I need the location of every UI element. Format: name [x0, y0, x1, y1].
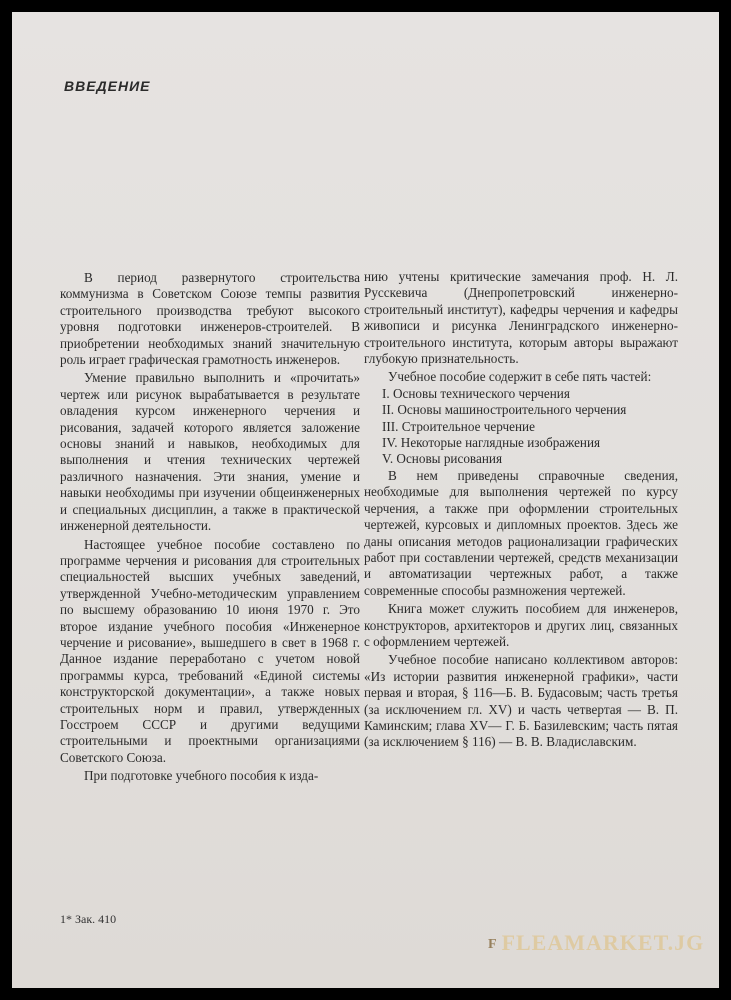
list-item: V. Основы рисования [382, 451, 503, 467]
list-item: II. Основы машиностроительного черчения [382, 402, 627, 418]
right-column [364, 269, 678, 751]
list-item: III. Строительное черчение [382, 418, 535, 434]
paragraph: нию учтены критические замечания проф. Н. Л. Русскевича (Днепропетровский инженерно-строительный институт), кафедры черчения и кафедры живописи и рисунка Ленинградского инженерно-строительного института, которым авторы выражают глубокую признательность. [364, 269, 678, 367]
paragraph: При подготовке учебного пособия к изда- [84, 768, 319, 784]
paragraph: Настоящее учебное пособие составлено по программе черчения и рисования для строительных специальностей высших учебных заведений, утвержденной Учебно-методическим управлением по высшему образованию 10 июня 1970 г. Это второе издание учебного пособия «Инженерное черчение и рисование», вышедшего в свет в 1968 г. Данное издание переработано с учетом новой программы курса, требований «Единой системы конструкторской документации», а также новых строительных норм и правил, утвержденных Госстроем СССР и другими ведущими строительными и проектными организациями Советского Союза. [60, 536, 360, 765]
section-heading: ВВЕДЕНИЕ [64, 78, 151, 94]
watermark-logo-icon: F [488, 936, 498, 952]
printer-signature: 1* Зак. 410 [60, 912, 117, 926]
book-page [12, 12, 719, 988]
parts-list [364, 386, 678, 468]
paragraph: В нем приведены справочные сведения, необходимые для выполнения чертежей по курсу черчения, а также при оформлении строительных чертежей, курсовых и дипломных проектов. Здесь же даны описания методов рационализации графических работ при составлении чертежей, средств механизации и автоматизации чертежных работ, а также современные способы размножения чертежей. [364, 467, 678, 598]
watermark-text: FLEAMARKET.JG [501, 930, 705, 955]
list-item: I. Основы технического черчения [382, 385, 570, 401]
paragraph: Книга может служить пособием для инженеров, конструкторов, архитекторов и других лиц, связанных с оформлением чертежей. [364, 601, 678, 649]
paragraph: Умение правильно выполнить и «прочитать» чертеж или рисунок вырабатывается в результате овладения курсом инженерного черчения и рисования, задачей которого является заложение основы знаний и навыков, необходимых для выполнения и чтения технических чертежей различного назначения. Эти знания, умение и навыки необходимы при изучении общеинженерных и специальных дисциплин, а также в практической инженерной деятельности. [60, 370, 360, 534]
watermark [488, 930, 704, 956]
paragraph: В период развернутого строительства коммунизма в Советском Союзе темпы развития строительного производства требуют высокого уровня подготовки инженеров-строителей. В приобретении необходимых знаний значительную роль играет графическая грамотность инженеров. [60, 270, 360, 368]
paragraph: Учебное пособие содержит в себе пять частей: [388, 369, 652, 385]
list-item: IV. Некоторые наглядные изображения [382, 435, 601, 451]
paragraph: Учебное пособие написано коллективом авторов: «Из истории развития инженерной графики», части первая и вторая, § 116—Б. В. Будасовым; часть третья (за исключением гл. XV) и часть четвертая — В. П. Каминским; глава XV— Г. Б. Базилевским; часть пятая (за исключением § 116) — В. В. Владиславским. [364, 652, 678, 750]
left-column [60, 270, 360, 785]
